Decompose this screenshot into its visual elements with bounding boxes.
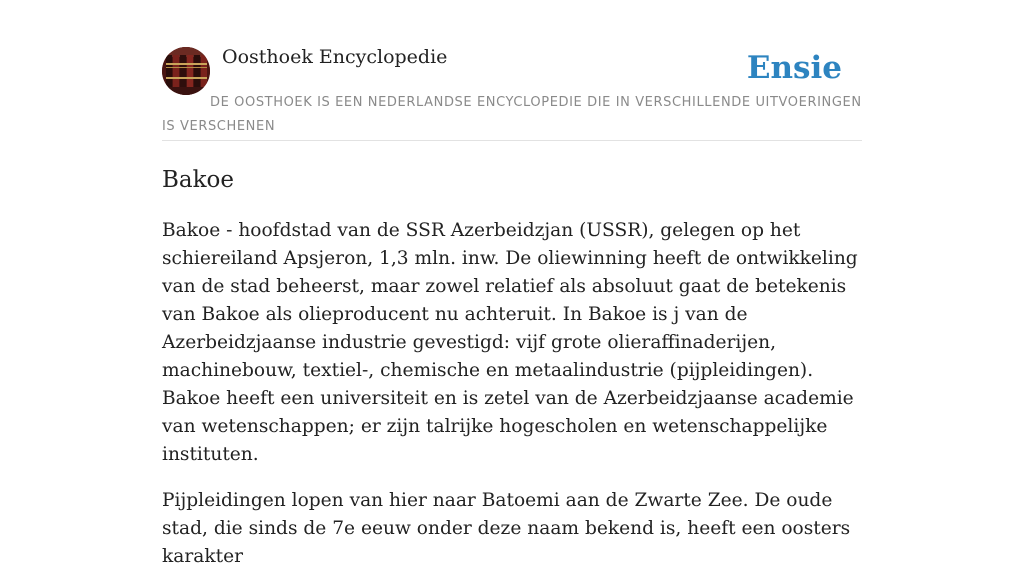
article-paragraph: Pijpleidingen lopen van hier naar Batoemi aan de Zwarte Zee. De oude stad, die sinds de 7e eeuw onder deze naam bekend is, heeft een oosters karakter [162, 490, 851, 567]
publication-avatar[interactable] [162, 47, 210, 95]
article-title: Bakoe [162, 167, 235, 193]
publication-name[interactable]: Oosthoek Encyclopedie [222, 46, 448, 68]
article-paragraph: Bakoe - hoofdstad van de SSR Azerbeidzjan (USSR), gelegen op het schiereiland Apsjeron, 1,3 mln. inw. De oliewinning heeft de ontwikkeling van de stad beheerst, maar zowel relatief als absoluut gaat de betekenis van Bakoe als olieproducent nu achteruit. In Bakoe is j van de Azerbeidzjaanse industrie gevestigd: vijf grote olieraffinaderijen, machinebouw, textiel-, chemische en metaalindustrie (pijpleidingen). Bakoe heeft een universiteit en is zetel van de Azerbeidzjaanse academie van wetenschappen; er zijn talrijke hogescholen en wetenschappelijke instituten. [162, 220, 858, 465]
publication-tagline: DE OOSTHOEK IS EEN NEDERLANDSE ENCYCLOPEDIE DIE IN VERSCHILLENDE UITVOERINGEN IS VERSCHENEN [162, 95, 862, 134]
publication-header [162, 0, 862, 141]
brand-logo[interactable]: Ensie [746, 50, 842, 86]
page-container [162, 0, 862, 571]
book-spines-icon [162, 47, 210, 95]
